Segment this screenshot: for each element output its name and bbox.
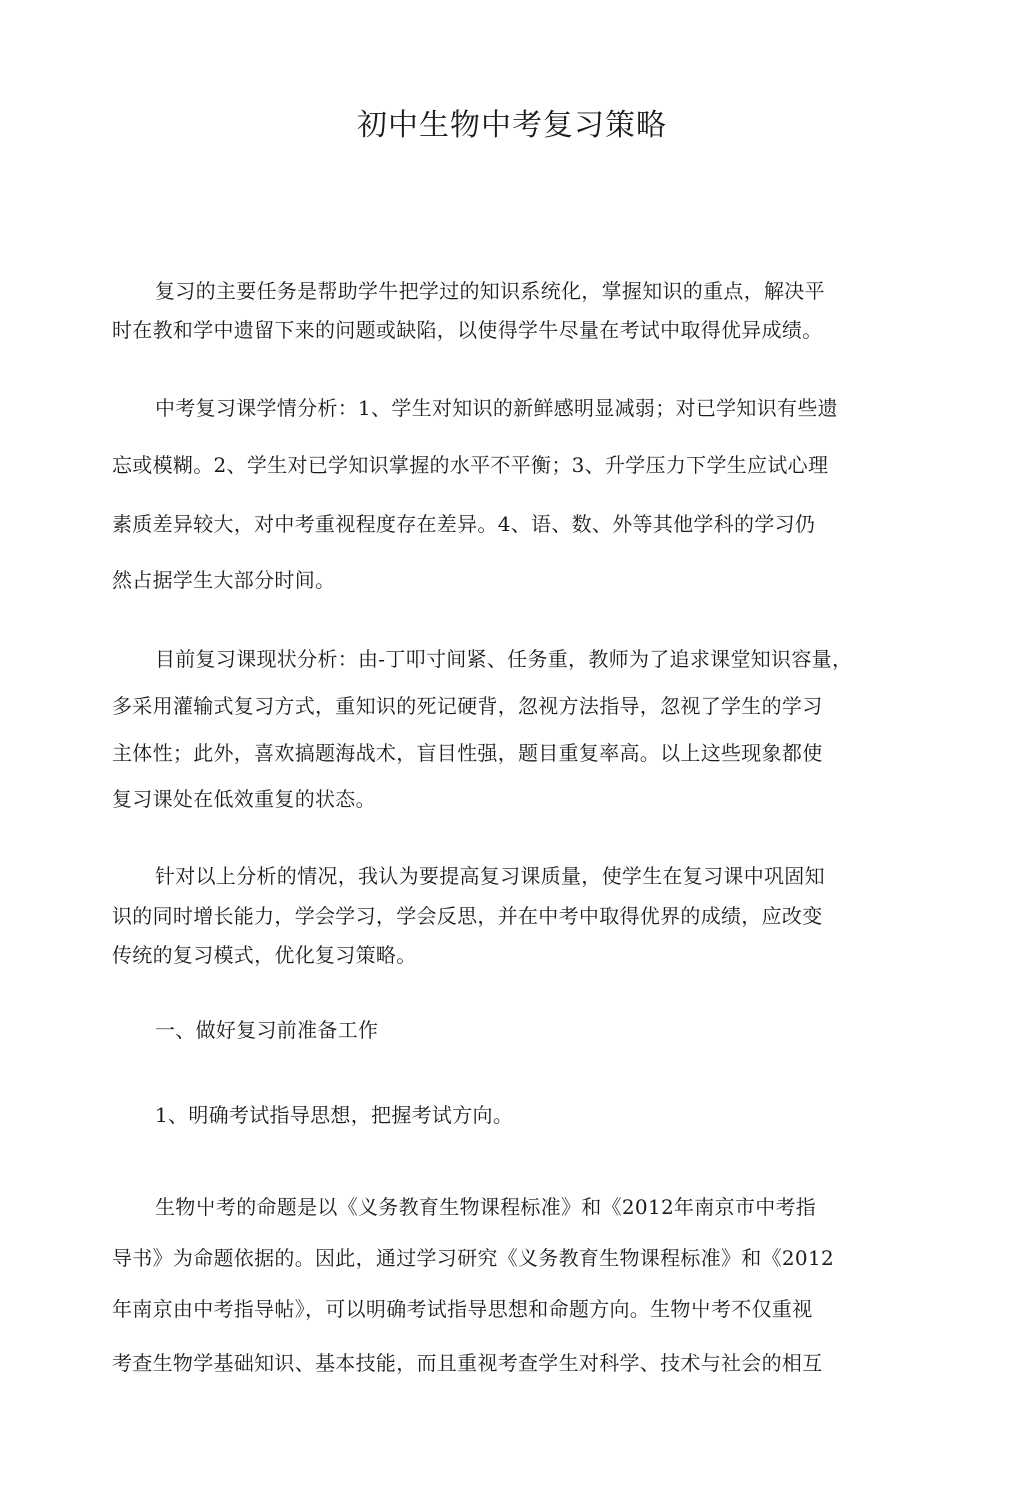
paragraph-line: 针对以上分析的情况，我认为要提高复习课质量，使学生在复习课中巩固知 — [155, 864, 825, 888]
section-heading: 一、做好复习前准备工作 — [155, 1018, 379, 1042]
paragraph-line: 复习的主要任务是帮助学牛把学过的知识系统化，掌握知识的重点，解决平 — [155, 279, 825, 303]
paragraph-line: 考查生物学基础知识、基本技能，而且重视考查学生对科学、技术与社会的相互 — [112, 1351, 823, 1375]
paragraph-line: 传统的复习模式，优化复习策略。 — [112, 943, 417, 967]
paragraph-line: 素质差异较大，对中考重视程度存在差异。4、语、数、外等其他学科的学习仍 — [112, 512, 816, 536]
paragraph-line: 中考复习课学情分析：1、学生对知识的新鲜感明显减弱；对已学知识有些遗 — [155, 396, 838, 420]
paragraph-line: 生物屮考的命题是以《义务教育生物课程标准》和《2012年南京市中考指 — [155, 1195, 817, 1219]
paragraph-line: 多采用灌输式复习方式，重知识的死记硬背，忽视方法指导，忽视了学生的学习 — [112, 694, 823, 718]
paragraph-line: 主体性；此外，喜欢搞题海战术，盲目性强，题目重复率高。以上这些现象都使 — [112, 741, 823, 765]
subsection-heading: 1、明确考试指导思想，把握考试方向。 — [155, 1103, 514, 1127]
paragraph-line: 然占据学生大部分时间。 — [112, 568, 336, 592]
paragraph-line: 识的同时增长能力，学会学习，学会反思，并在中考中取得优界的成绩，应改变 — [112, 904, 823, 928]
paragraph-line: 年南京由中考指导帖》，可以明确考试指导思想和命题方向。生物屮考不仅重视 — [112, 1297, 813, 1321]
paragraph-line: 导书》为命题依据的。因此，通过学习研究《义务教育生物课程标准》和《2012 — [112, 1246, 834, 1270]
paragraph-line: 忘或模糊。2、学生对已学知识掌握的水平不平衡；3、升学压力下学生应试心理 — [112, 453, 829, 477]
paragraph-line: 目前复习课现状分析：由-丁叩寸间紧、任务重，教师为了追求课堂知识容量， — [155, 647, 853, 671]
paragraph-line: 复习课处在低效重复的状态。 — [112, 787, 376, 811]
document-title: 初中生物中考复习策略 — [357, 108, 667, 143]
paragraph-line: 时在教和学中遗留下来的问题或缺陷，以使得学牛尽量在考试中取得优异成绩。 — [112, 318, 823, 342]
